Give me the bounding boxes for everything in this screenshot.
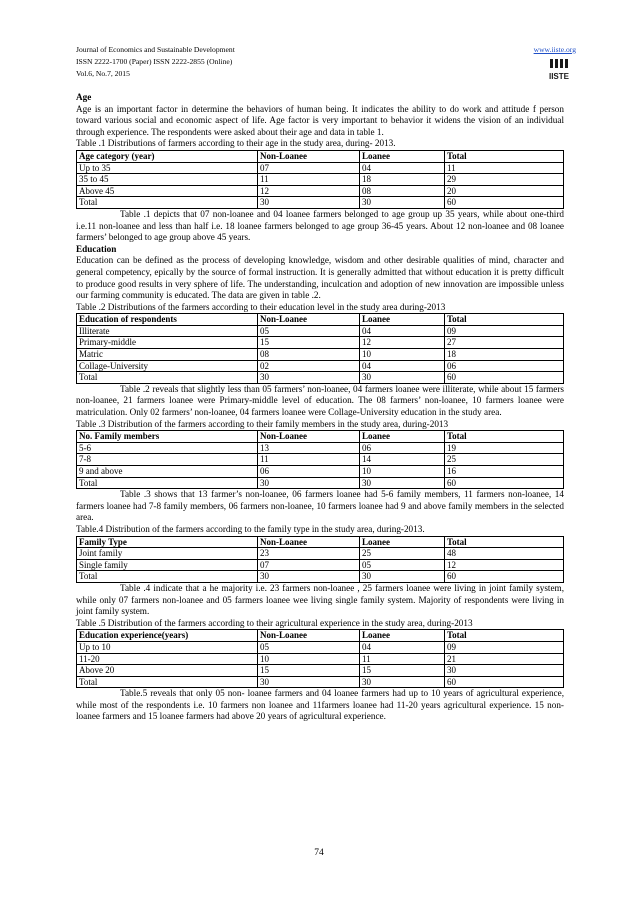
table-cell: 60 [445, 477, 564, 489]
table-cell: 06 [360, 442, 445, 454]
table-cell: 18 [360, 174, 445, 186]
section-heading: Education [76, 243, 117, 254]
table-cell: 35 to 45 [77, 174, 258, 186]
table-cell: Total [77, 477, 258, 489]
table-cell: Above 20 [77, 665, 258, 677]
table-cell: Primary-middle [77, 337, 258, 349]
table-header-row [77, 150, 564, 162]
column-header: Non-Loanee [258, 431, 360, 443]
table-row [77, 185, 564, 197]
column-header: No. Family members [77, 431, 258, 443]
data-table [76, 313, 564, 384]
column-header: Loanee [360, 314, 445, 326]
table-cell: 15 [258, 665, 360, 677]
table-cell: 08 [360, 185, 445, 197]
column-header: Loanee [360, 431, 445, 443]
table-cell: 04 [360, 360, 445, 372]
table-cell: 30 [258, 477, 360, 489]
table-caption: Table.4 Distribution of the farmers according to the family type in the study area, during-2013. [76, 523, 425, 534]
logo-wordmark: IISTE [548, 72, 570, 81]
data-table [76, 536, 564, 583]
table-row [77, 653, 564, 665]
issn-line: ISSN 2222-1700 (Paper) ISSN 2222-2855 (Online) [76, 57, 233, 66]
table-row [77, 477, 564, 489]
body-paragraph: Table.5 reveals that only 05 non- loanee farmers and 04 loanee farmers had up to 10 years of agricultural experience, while most of the respondents i.e. 10 farmers non loanee and 11farmers loanee had 11-20 years agricultural experience. 15 non- loanee farmers and 15 loanee farmers had above 20 years of agricultural experience. [76, 688, 564, 722]
column-header: Total [445, 536, 564, 548]
page-number: 74 [314, 848, 324, 858]
column-header: Age category (year) [77, 150, 258, 162]
table-cell: 30 [360, 372, 445, 384]
table-caption: Table .3 Distribution of the farmers according to their family members in the study area, during-2013 [76, 418, 449, 429]
table-row [77, 442, 564, 454]
table-cell: 05 [258, 325, 360, 337]
table-cell: 05 [258, 641, 360, 653]
body-paragraph: Table .2 reveals that slightly less than 05 farmers’ non-loanee, 04 farmers loanee were illiterate, while about 15 farmers non-loanee, 21 farmers loanee were Primary-middle level of education. The 08 farmers’ non-loanee, 10 farmers loanee were matriculation. Only 02 farmers’ non-loanee, 04 farmers loanee were Collage-University education in the study area. [76, 383, 564, 418]
table-cell: 02 [258, 360, 360, 372]
table-cell: 60 [445, 372, 564, 384]
table-cell: 30 [445, 665, 564, 677]
table-cell: 7-8 [77, 454, 258, 466]
table-header-row [77, 536, 564, 548]
table-row [77, 337, 564, 349]
table-cell: 9 and above [77, 466, 258, 478]
table-cell: 30 [360, 676, 445, 688]
body-paragraph: Table .1 depicts that 07 non-loanee and 04 loanee farmers belonged to age group up 35 years, while about one-third i.e.11 non-loanee and less than half i.e. 18 loanee farmers belonged to age group 36-45 years. About 12 non-loanee and 08 loanee farmers’ belonged to age group above 45 years. [76, 208, 564, 243]
table-cell: 21 [445, 653, 564, 665]
table-cell: 10 [258, 653, 360, 665]
column-header: Family Type [77, 536, 258, 548]
table-row [77, 325, 564, 337]
body-paragraph: Age is an important factor in determine the behaviors of human being. It indicates the ability to do work and attitude f person toward various social and economic aspect of life. Age factor is very important to behavior it widens the vision of an individual through experience. The respondents were asked about their age and data in table 1. [76, 103, 564, 137]
table-cell: 27 [445, 337, 564, 349]
table-cell: Single family [77, 559, 258, 571]
table-cell: 25 [445, 454, 564, 466]
data-table [76, 150, 564, 209]
data-table [76, 629, 564, 688]
column-header: Total [445, 150, 564, 162]
section-heading: Age [76, 92, 92, 102]
column-header: Loanee [360, 630, 445, 642]
table-cell: Up to 10 [77, 641, 258, 653]
column-header: Total [445, 630, 564, 642]
table-cell: 30 [360, 477, 445, 489]
column-header: Loanee [360, 150, 445, 162]
column-header: Total [445, 314, 564, 326]
table-cell: 60 [445, 571, 564, 583]
table-row [77, 174, 564, 186]
body-paragraph: Education can be defined as the process of developing knowledge, wisdom and other desirable qualities of mind, character and general competency, epically by the source of formal instruction. It is generally admitted that without education it is pretty difficult to produce good results in very sphere of life. The understanding, inculcation and adoption of new innovation are impossible unless our farming community is educated. The data are given in table .2. [76, 255, 564, 301]
body-paragraph: Table .3 shows that 13 farmer’s non-loanee, 06 farmers loanee had 5-6 family members, 11 farmers non-loanee, 14 farmers loanee had 7-8 family members, 06 farmers non-loanee, 10 farmers loanee had 9 and above family members in the selected area. [76, 489, 564, 523]
table-cell: Matric [77, 349, 258, 361]
table-cell: Total [77, 676, 258, 688]
table-cell: 09 [445, 641, 564, 653]
table-cell: 19 [445, 442, 564, 454]
table-cell: 16 [445, 466, 564, 478]
table-cell: 04 [360, 162, 445, 174]
table-cell: 30 [258, 197, 360, 209]
volume-line: Vol.6, No.7, 2015 [76, 69, 130, 78]
table-cell: 30 [258, 676, 360, 688]
table-cell: 11 [445, 162, 564, 174]
table-row [77, 197, 564, 209]
table-cell: 48 [445, 548, 564, 560]
body-paragraph: Table .4 indicate that a he majority i.e. 23 farmers non-loanee , 25 farmers loanee were living in joint family system, while only 07 farmers non-loanee and 05 farmers loanee wee living single family system. Majority of respondents were living in joint family system. [76, 582, 564, 617]
table-row [77, 454, 564, 466]
column-header: Non-Loanee [258, 150, 360, 162]
table-row [77, 372, 564, 384]
table-cell: 11 [258, 454, 360, 466]
column-header: Loanee [360, 536, 445, 548]
table-cell: Total [77, 571, 258, 583]
table-cell: 04 [360, 325, 445, 337]
table-cell: 15 [258, 337, 360, 349]
journal-title: Journal of Economics and Sustainable Development [76, 45, 235, 54]
table-row [77, 360, 564, 372]
table-cell: 07 [258, 559, 360, 571]
table-cell: 05 [360, 559, 445, 571]
table-cell: Illiterate [77, 325, 258, 337]
table-cell: 30 [360, 197, 445, 209]
column-header: Education experience(years) [77, 630, 258, 642]
table-cell: Up to 35 [77, 162, 258, 174]
table-cell: 20 [445, 185, 564, 197]
table-cell: 30 [360, 571, 445, 583]
table-cell: 11 [360, 653, 445, 665]
table-cell: 5-6 [77, 442, 258, 454]
table-header-row [77, 630, 564, 642]
table-cell: 10 [360, 466, 445, 478]
table-cell: 12 [445, 559, 564, 571]
data-table [76, 430, 564, 489]
iiste-logo [542, 58, 576, 82]
table-caption: Table .1 Distributions of farmers according to their age in the study area, during- 2013. [76, 138, 396, 149]
table-cell: 04 [360, 641, 445, 653]
table-cell: 07 [258, 162, 360, 174]
table-cell: 13 [258, 442, 360, 454]
table-cell: 60 [445, 676, 564, 688]
table-cell: Above 45 [77, 185, 258, 197]
table-row [77, 665, 564, 677]
table-cell: 12 [360, 337, 445, 349]
table-row [77, 349, 564, 361]
table-header-row [77, 431, 564, 443]
table-cell: 29 [445, 174, 564, 186]
page-header [76, 44, 576, 80]
table-cell: 12 [258, 185, 360, 197]
table-row [77, 466, 564, 478]
table-cell: 11 [258, 174, 360, 186]
column-header: Non-Loanee [258, 630, 360, 642]
table-cell: 15 [360, 665, 445, 677]
column-header: Non-Loanee [258, 314, 360, 326]
table-cell: 14 [360, 454, 445, 466]
table-row [77, 641, 564, 653]
table-row [77, 162, 564, 174]
table-row [77, 571, 564, 583]
table-cell: 09 [445, 325, 564, 337]
column-header: Non-Loanee [258, 536, 360, 548]
column-header: Total [445, 431, 564, 443]
table-cell: 18 [445, 349, 564, 361]
column-header: Education of respondents [77, 314, 258, 326]
table-cell: 06 [258, 466, 360, 478]
table-cell: 60 [445, 197, 564, 209]
table-cell: 23 [258, 548, 360, 560]
journal-url-link[interactable]: www.iiste.org [533, 45, 576, 54]
table-cell: 10 [360, 349, 445, 361]
table-header-row [77, 314, 564, 326]
table-caption: Table .2 Distributions of the farmers according to their education level in the study area during-2013 [76, 301, 446, 312]
table-cell: Collage-University [77, 360, 258, 372]
table-cell: 30 [258, 372, 360, 384]
table-cell: 30 [258, 571, 360, 583]
table-cell: Total [77, 197, 258, 209]
table-row [77, 676, 564, 688]
table-cell: 25 [360, 548, 445, 560]
article-body [76, 92, 564, 723]
table-cell: Joint family [77, 548, 258, 560]
table-cell: 11-20 [77, 653, 258, 665]
table-caption: Table .5 Distribution of the farmers according to their agricultural experience in the study area, during-2013 [76, 617, 473, 628]
table-row [77, 559, 564, 571]
table-cell: 06 [445, 360, 564, 372]
table-cell: 08 [258, 349, 360, 361]
table-cell: Total [77, 372, 258, 384]
table-row [77, 548, 564, 560]
